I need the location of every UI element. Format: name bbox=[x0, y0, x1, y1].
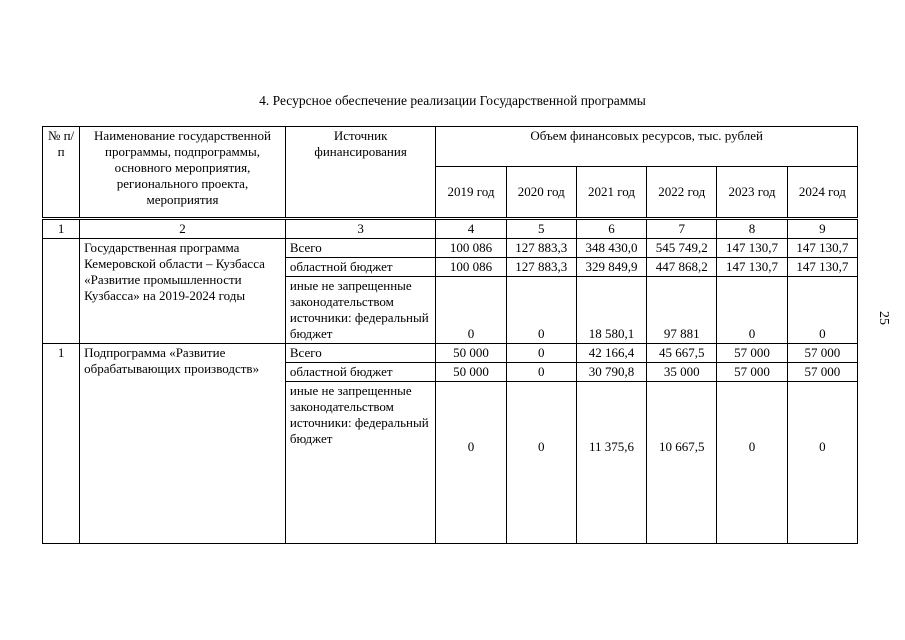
column-number: 5 bbox=[506, 219, 576, 239]
value-cell: 30 790,8 bbox=[576, 363, 646, 382]
value-cell: 97 881 bbox=[647, 277, 717, 344]
value-cell: 45 667,5 bbox=[647, 344, 717, 363]
value-cell: 57 000 bbox=[717, 344, 787, 363]
value-cell: 0 bbox=[506, 363, 576, 382]
column-number: 3 bbox=[285, 219, 436, 239]
value-cell: 42 166,4 bbox=[576, 344, 646, 363]
value-cell: 127 883,3 bbox=[506, 258, 576, 277]
column-number: 6 bbox=[576, 219, 646, 239]
source-cell: иные не запрещенные законодательством источники: федеральный бюджет bbox=[285, 382, 436, 544]
header-year: 2019 год bbox=[436, 167, 506, 219]
value-cell: 0 bbox=[787, 382, 857, 544]
header-source: Источник финансирования bbox=[285, 127, 436, 219]
value-cell: 35 000 bbox=[647, 363, 717, 382]
column-number: 8 bbox=[717, 219, 787, 239]
value-cell: 0 bbox=[717, 277, 787, 344]
source-cell: Всего bbox=[285, 239, 436, 258]
value-cell: 57 000 bbox=[787, 363, 857, 382]
value-cell: 127 883,3 bbox=[506, 239, 576, 258]
header-volume: Объем финансовых ресурсов, тыс. рублей bbox=[436, 127, 858, 167]
row-num bbox=[43, 239, 80, 344]
section-title: 4. Ресурсное обеспечение реализации Государственной программы bbox=[259, 93, 646, 108]
header-num: № п/п bbox=[43, 127, 80, 219]
value-cell: 11 375,6 bbox=[576, 382, 646, 544]
value-cell: 18 580,1 bbox=[576, 277, 646, 344]
value-cell: 50 000 bbox=[436, 363, 506, 382]
value-cell: 147 130,7 bbox=[787, 258, 857, 277]
source-cell: Всего bbox=[285, 344, 436, 363]
value-cell: 0 bbox=[436, 382, 506, 544]
value-cell: 0 bbox=[787, 277, 857, 344]
value-cell: 147 130,7 bbox=[717, 239, 787, 258]
column-number: 1 bbox=[43, 219, 80, 239]
value-cell: 0 bbox=[506, 344, 576, 363]
column-number: 9 bbox=[787, 219, 857, 239]
value-cell: 50 000 bbox=[436, 344, 506, 363]
value-cell: 0 bbox=[506, 277, 576, 344]
value-cell: 0 bbox=[717, 382, 787, 544]
header-year: 2021 год bbox=[576, 167, 646, 219]
value-cell: 10 667,5 bbox=[647, 382, 717, 544]
value-cell: 545 749,2 bbox=[647, 239, 717, 258]
value-cell: 100 086 bbox=[436, 239, 506, 258]
header-year: 2023 год bbox=[717, 167, 787, 219]
value-cell: 0 bbox=[436, 277, 506, 344]
source-cell: иные не запрещенные законодательством источники: федеральный бюджет bbox=[285, 277, 436, 344]
value-cell: 348 430,0 bbox=[576, 239, 646, 258]
program-name: Подпрограмма «Развитие обрабатывающих производств» bbox=[80, 344, 286, 544]
header-year: 2020 год bbox=[506, 167, 576, 219]
page-number: 25 bbox=[876, 311, 891, 325]
column-number: 4 bbox=[436, 219, 506, 239]
value-cell: 57 000 bbox=[787, 344, 857, 363]
table-row bbox=[43, 239, 858, 258]
source-cell: областной бюджет bbox=[285, 258, 436, 277]
program-name: Государственная программа Кемеровской области – Кузбасса «Развитие промышленности Кузбасса» на 2019-2024 годы bbox=[80, 239, 286, 344]
value-cell: 329 849,9 bbox=[576, 258, 646, 277]
value-cell: 0 bbox=[506, 382, 576, 544]
value-cell: 447 868,2 bbox=[647, 258, 717, 277]
value-cell: 147 130,7 bbox=[717, 258, 787, 277]
table-row bbox=[43, 344, 858, 363]
value-cell: 147 130,7 bbox=[787, 239, 857, 258]
row-num: 1 bbox=[43, 344, 80, 544]
column-numbers-row bbox=[43, 219, 858, 239]
source-cell: областной бюджет bbox=[285, 363, 436, 382]
header-row bbox=[43, 127, 858, 167]
header-name: Наименование государственной программы, подпрограммы, основного мероприятия, регионального проекта, мероприятия bbox=[80, 127, 286, 219]
header-year: 2024 год bbox=[787, 167, 857, 219]
column-number: 2 bbox=[80, 219, 286, 239]
header-year: 2022 год bbox=[647, 167, 717, 219]
resource-table bbox=[42, 126, 858, 544]
value-cell: 57 000 bbox=[717, 363, 787, 382]
value-cell: 100 086 bbox=[436, 258, 506, 277]
column-number: 7 bbox=[647, 219, 717, 239]
